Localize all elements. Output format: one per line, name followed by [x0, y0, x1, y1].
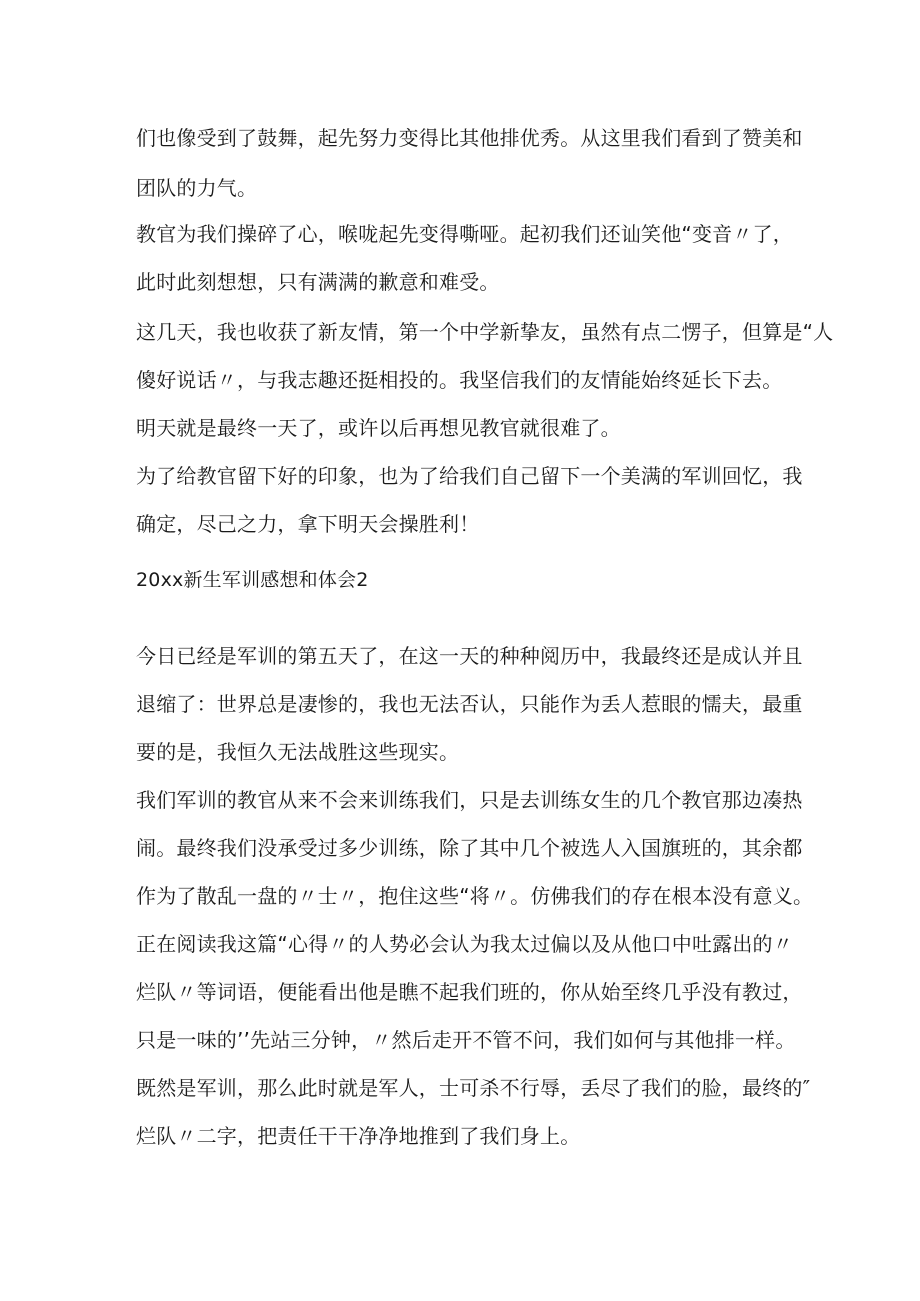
paragraph-line: 烂队〃二字，把责任干干净净地推到了我们身上。	[136, 1124, 581, 1148]
paragraph-line: 闹。最终我们没承受过多少训练，除了其中几个被选人入国旗班的，其余都	[136, 836, 803, 860]
paragraph-line: 此时此刻想想，只有满满的歉意和难受。	[136, 270, 500, 294]
paragraph-line: 我们军训的教官从来不会来训练我们，只是去训练女生的几个教官那边凑热	[136, 788, 803, 812]
paragraph-line: 团队的力气。	[136, 176, 258, 200]
paragraph-line: 傻好说话〃，与我志趣还挺相投的。我坚信我们的友情能始终延长下去。	[136, 368, 783, 392]
paragraph-line: 要的是，我恒久无法战胜这些现实。	[136, 740, 460, 764]
section-heading: 20xx新生军训感想和体会2	[136, 569, 369, 591]
paragraph-line: 正在阅读我这篇“心得〃的人势必会认为我太过偏以及从他口中吐露出的〃	[136, 932, 793, 956]
paragraph-line: 教官为我们操碎了心，喉咙起先变得嘶哑。起初我们还讪笑他“变音〃了，	[136, 222, 793, 246]
paragraph-line: 烂队〃等词语，便能看出他是瞧不起我们班的，你从始至终几乎没有教过，	[136, 980, 803, 1004]
paragraph-line: 只是一味的’’先站三分钟，〃然后走开不管不问，我们如何与其他排一样。	[136, 1028, 796, 1052]
paragraph-line: 作为了散乱一盘的〃士〃，抱住这些“将〃。仿佛我们的存在根本没有意义。	[136, 884, 814, 908]
paragraph-line: 确定，尽己之力，拿下明天会操胜利！	[136, 512, 480, 536]
paragraph-line: 明天就是最终一天了，或许以后再想见教官就很难了。	[136, 416, 621, 440]
paragraph-line: 们也像受到了鼓舞，起先努力变得比其他排优秀。从这里我们看到了赞美和	[136, 126, 803, 150]
paragraph-line: 这几天，我也收获了新友情，第一个中学新挚友，虽然有点二愣子，但算是“人	[136, 320, 834, 344]
paragraph-line: 今日已经是军训的第五天了，在这一天的种种阅历中，我最终还是成认并且	[136, 644, 803, 668]
paragraph-line: 为了给教官留下好的印象，也为了给我们自己留下一个美满的军训回忆，我	[136, 464, 803, 488]
paragraph-line: 既然是军训，那么此时就是军人，士可杀不行辱，丢尽了我们的脸，最终的″	[136, 1076, 811, 1100]
paragraph-line: 退缩了：世界总是凄惨的，我也无法否认，只能作为丢人惹眼的懦夫，最重	[136, 692, 803, 716]
